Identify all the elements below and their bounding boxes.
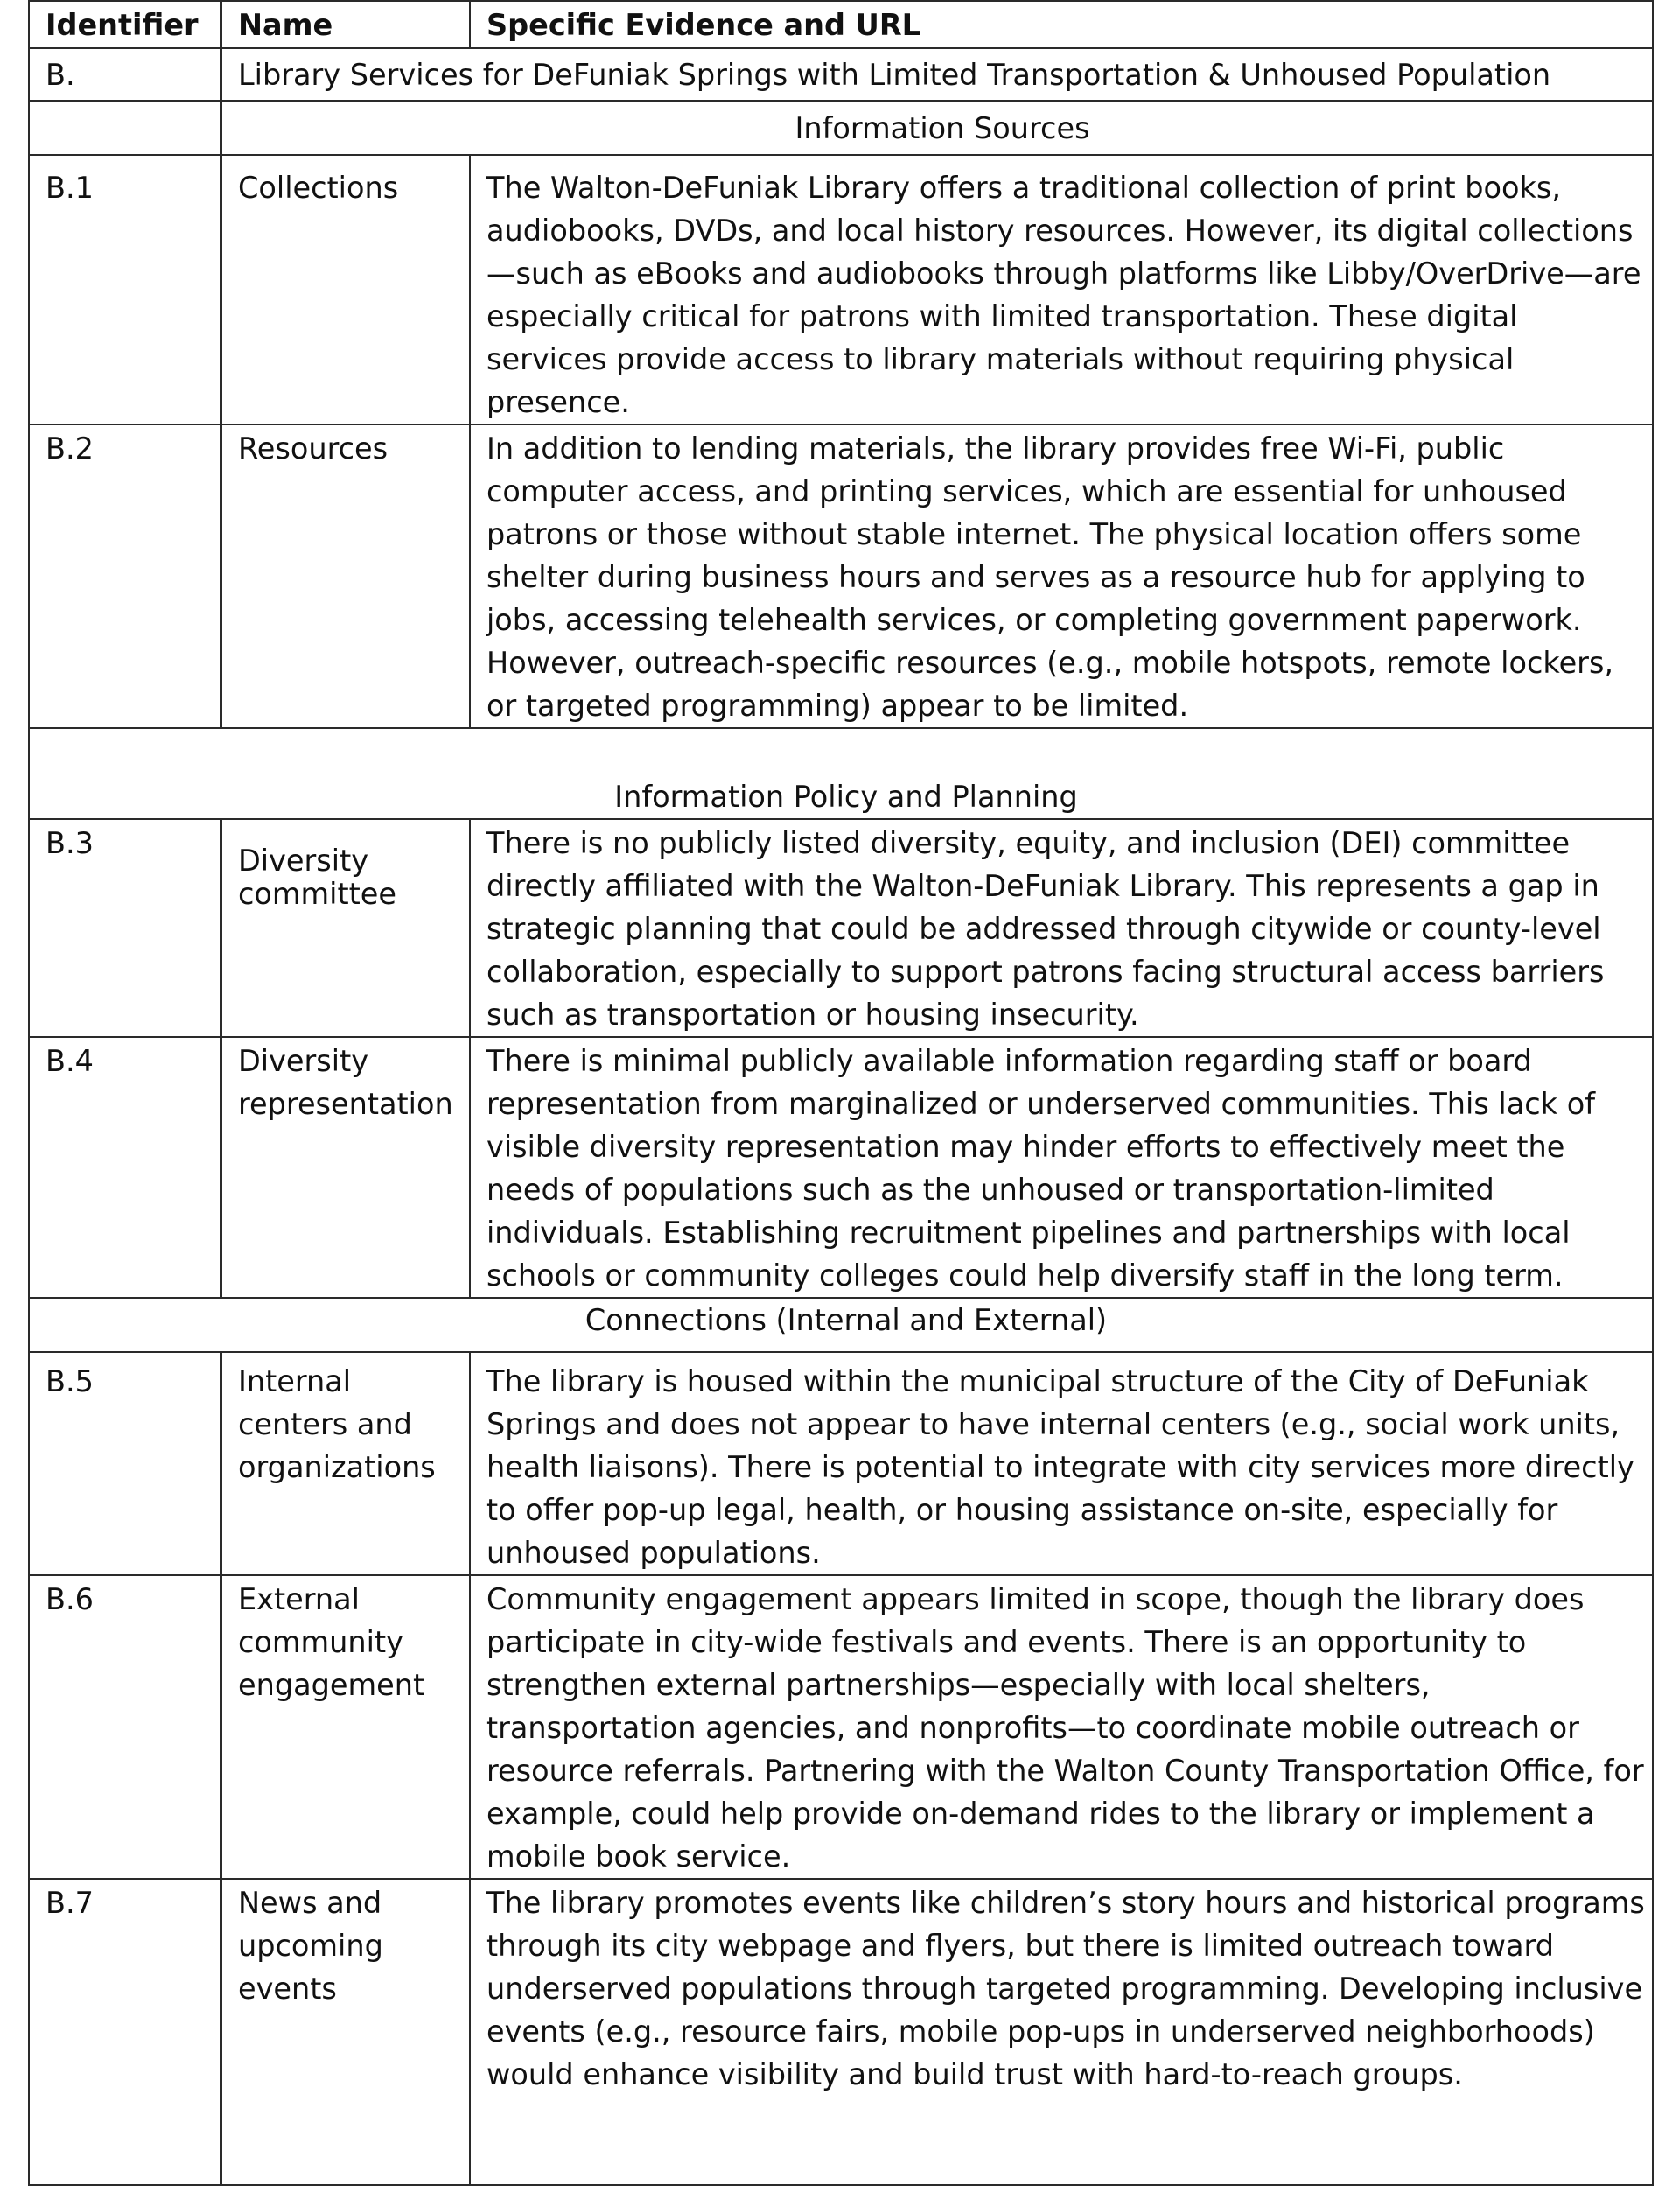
row-evidence: There is minimal publicly available information regarding staff or board representation from marginalized or underserved communities. This lack of visible diversity representation may hinder efforts to effectively meet the needs of populations such as the unhoused or transportation-limited individuals. Establishing recruitment pipelines and partnerships with local schools or community colleges could help diversify staff in the long term. — [470, 1037, 1653, 1298]
row-identifier: B.5 — [29, 1352, 221, 1575]
row-evidence: Community engagement appears limited in scope, though the library does participate in city-wide festivals and events. There is an opportunity to strengthen external partnerships—especially with local shelters, transportation agencies, and nonprofits—to coordinate mobile outreach or resource referrals. Partnering with the Walton County Transportation Office, for example, could help provide on-demand rides to the library or implement a mobile book service. — [470, 1575, 1653, 1879]
row-identifier: B.1 — [29, 155, 221, 424]
table-row — [29, 424, 1653, 728]
row-name: Resources — [221, 424, 470, 728]
table-row — [29, 155, 1653, 424]
table-row — [29, 1575, 1653, 1879]
row-name: Diversity representation — [221, 1037, 470, 1298]
row-name: External community engagement — [221, 1575, 470, 1879]
section-empty-cell — [29, 101, 221, 155]
row-identifier: B.3 — [29, 819, 221, 1037]
row-identifier: B.6 — [29, 1575, 221, 1879]
section-connections: Connections (Internal and External) — [29, 1298, 1653, 1352]
row-evidence: The library is housed within the municipal structure of the City of DeFuniak Springs and does not appear to have internal centers (e.g., social work units, health liaisons). There is potential to integrate with city services more directly to offer pop-up legal, health, or housing assistance on-site, especially for unhoused populations. — [470, 1352, 1653, 1575]
header-name: Name — [221, 1, 470, 48]
header-identifier: Identifier — [29, 1, 221, 48]
section-information-sources: Information Sources — [221, 101, 1653, 155]
section-row — [29, 101, 1653, 155]
row-evidence: The library promotes events like children’s story hours and historical programs through its city webpage and flyers, but there is limited outreach toward underserved populations through targeted programming. Developing inclusive events (e.g., resource fairs, mobile pop-ups in underserved neighborhoods) would enhance visibility and build trust with hard-to-reach groups. — [470, 1879, 1653, 2185]
row-name: Internal centers and organizations — [221, 1352, 470, 1575]
table-row — [29, 1879, 1653, 2185]
group-identifier: B. — [29, 48, 221, 101]
row-evidence: The Walton-DeFuniak Library offers a traditional collection of print books, audiobooks, DVDs, and local history resources. However, its digital collections—such as eBooks and audiobooks through platforms like Libby/OverDrive—are especially critical for patrons with limited transportation. These digital services provide access to library materials without requiring physical presence. — [470, 155, 1653, 424]
row-evidence: In addition to lending materials, the library provides free Wi-Fi, public computer access, and printing services, which are essential for unhoused patrons or those without stable internet. The physical location offers some shelter during business hours and serves as a resource hub for applying to jobs, accessing telehealth services, or completing government paperwork. However, outreach-specific resources (e.g., mobile hotspots, remote lockers, or targeted programming) appear to be limited. — [470, 424, 1653, 728]
document-page — [28, 0, 1652, 2162]
table-row — [29, 1037, 1653, 1298]
header-row — [29, 1, 1653, 48]
evidence-table — [28, 0, 1654, 2186]
table-row — [29, 819, 1653, 1037]
section-row — [29, 728, 1653, 819]
table-row — [29, 1352, 1653, 1575]
row-identifier: B.2 — [29, 424, 221, 728]
header-evidence: Specific Evidence and URL — [470, 1, 1653, 48]
section-row — [29, 1298, 1653, 1352]
section-policy-planning: Information Policy and Planning — [29, 728, 1653, 819]
row-name: Diversity committee — [221, 819, 470, 1037]
row-evidence: There is no publicly listed diversity, equity, and inclusion (DEI) committee directly affiliated with the Walton-DeFuniak Library. This represents a gap in strategic planning that could be addressed through citywide or county-level collaboration, especially to support patrons facing structural access barriers such as transportation or housing insecurity. — [470, 819, 1653, 1037]
row-name: Collections — [221, 155, 470, 424]
row-identifier: B.4 — [29, 1037, 221, 1298]
row-identifier: B.7 — [29, 1879, 221, 2185]
group-title: Library Services for DeFuniak Springs with Limited Transportation & Unhoused Population — [221, 48, 1653, 101]
group-row — [29, 48, 1653, 101]
row-name: News and upcoming events — [221, 1879, 470, 2185]
